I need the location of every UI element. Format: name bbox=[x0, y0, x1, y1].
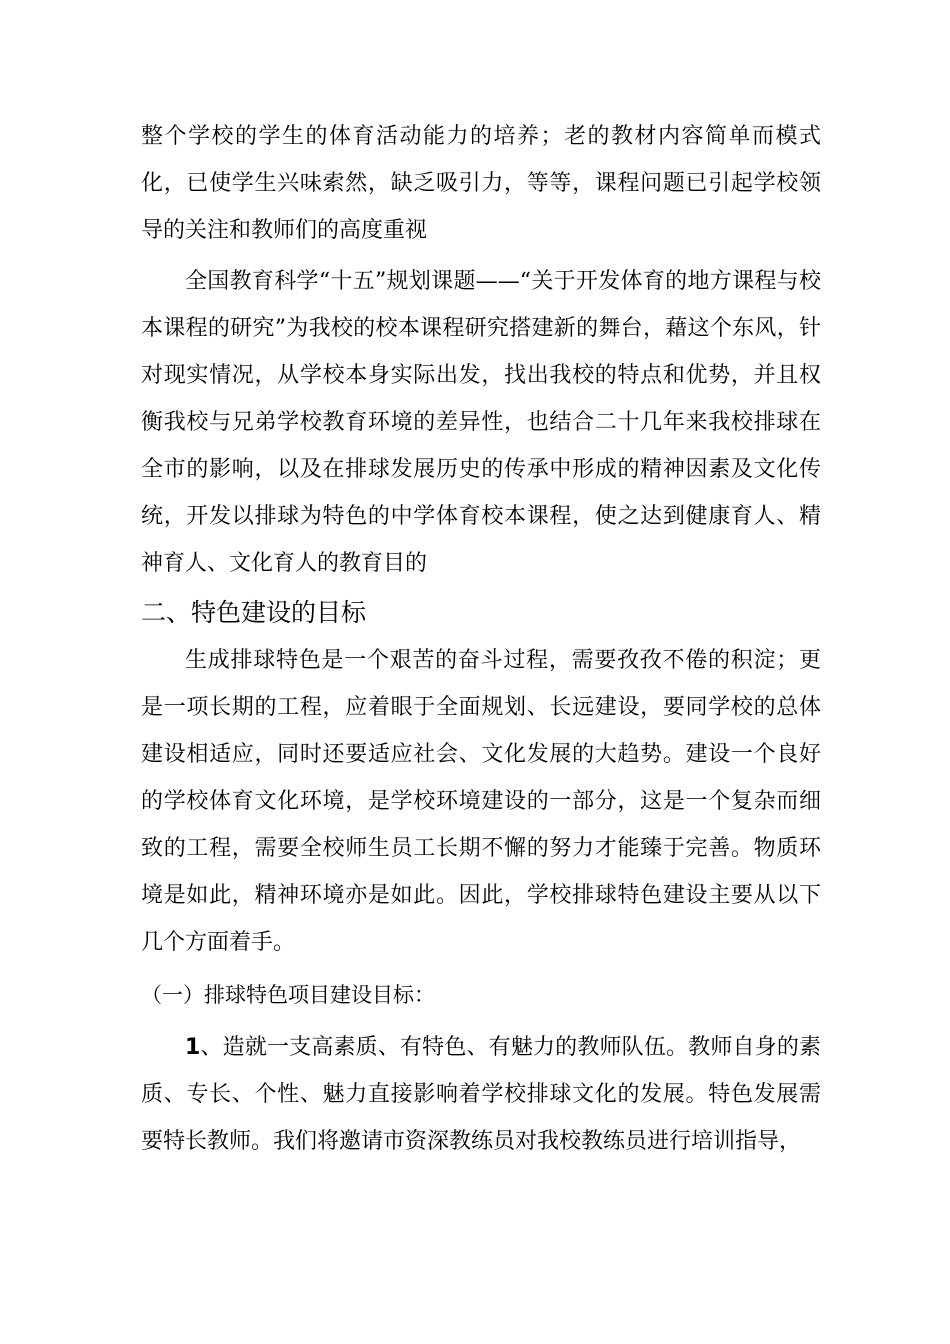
paragraph-goal: 生成排球特色是一个艰苦的奋斗过程，需要孜孜不倦的积淀；更是一项长期的工程，应着眼于全面规划、长远建设，要同学校的总体建设相适应，同时还要适应社会、文化发展的大趋势。建设一个良好的学校体育文化环境，是学校环境建设的一部分，这是一个复杂而细致的工程，需要全校师生员工长期不懈的努力才能臻于完善。物质环境是如此，精神环境亦是如此。因此，学校排球特色建设主要从以下几个方面着手。 bbox=[141, 648, 821, 955]
list-item-1-text: 、造就一支高素质、有特色、有魅力的教师队伍。教师自身的素质、专长、个性、魅力直接影响着学校排球文化的发展。特色发展需要特长教师。我们将邀请市资深教练员对我校教练员进行培训指导， bbox=[141, 1035, 821, 1154]
document-body bbox=[141, 113, 821, 1165]
section-heading: 二、特色建设的目标 bbox=[141, 598, 367, 627]
paragraph-continuation: 整个学校的学生的体育活动能力的培养；老的教材内容简单而模式化，已使学生兴味索然，缺乏吸引力，等等，课程问题已引起学校领导的关注和教师们的高度重视 bbox=[141, 124, 821, 243]
paragraph-background: 全国教育科学“十五”规划课题——“关于开发体育的地方课程与校本课程的研究”为我校的校本课程研究搭建新的舞台，藉这个东风，针对现实情况，从学校本身实际出发，找出我校的特点和优势，并且权衡我校与兄弟学校教育环境的差异性，也结合二十几年来我校排球在全市的影响，以及在排球发展历史的传承中形成的精神因素及文化传统，开发以排球为特色的中学体育校本课程，使之达到健康育人、精神育人、文化育人的教育目的 bbox=[141, 269, 821, 576]
subsection-heading: （一）排球特色项目建设目标： bbox=[141, 983, 435, 1007]
list-item-1 bbox=[141, 1024, 821, 1165]
list-item-1-number: 1 bbox=[185, 1035, 201, 1060]
